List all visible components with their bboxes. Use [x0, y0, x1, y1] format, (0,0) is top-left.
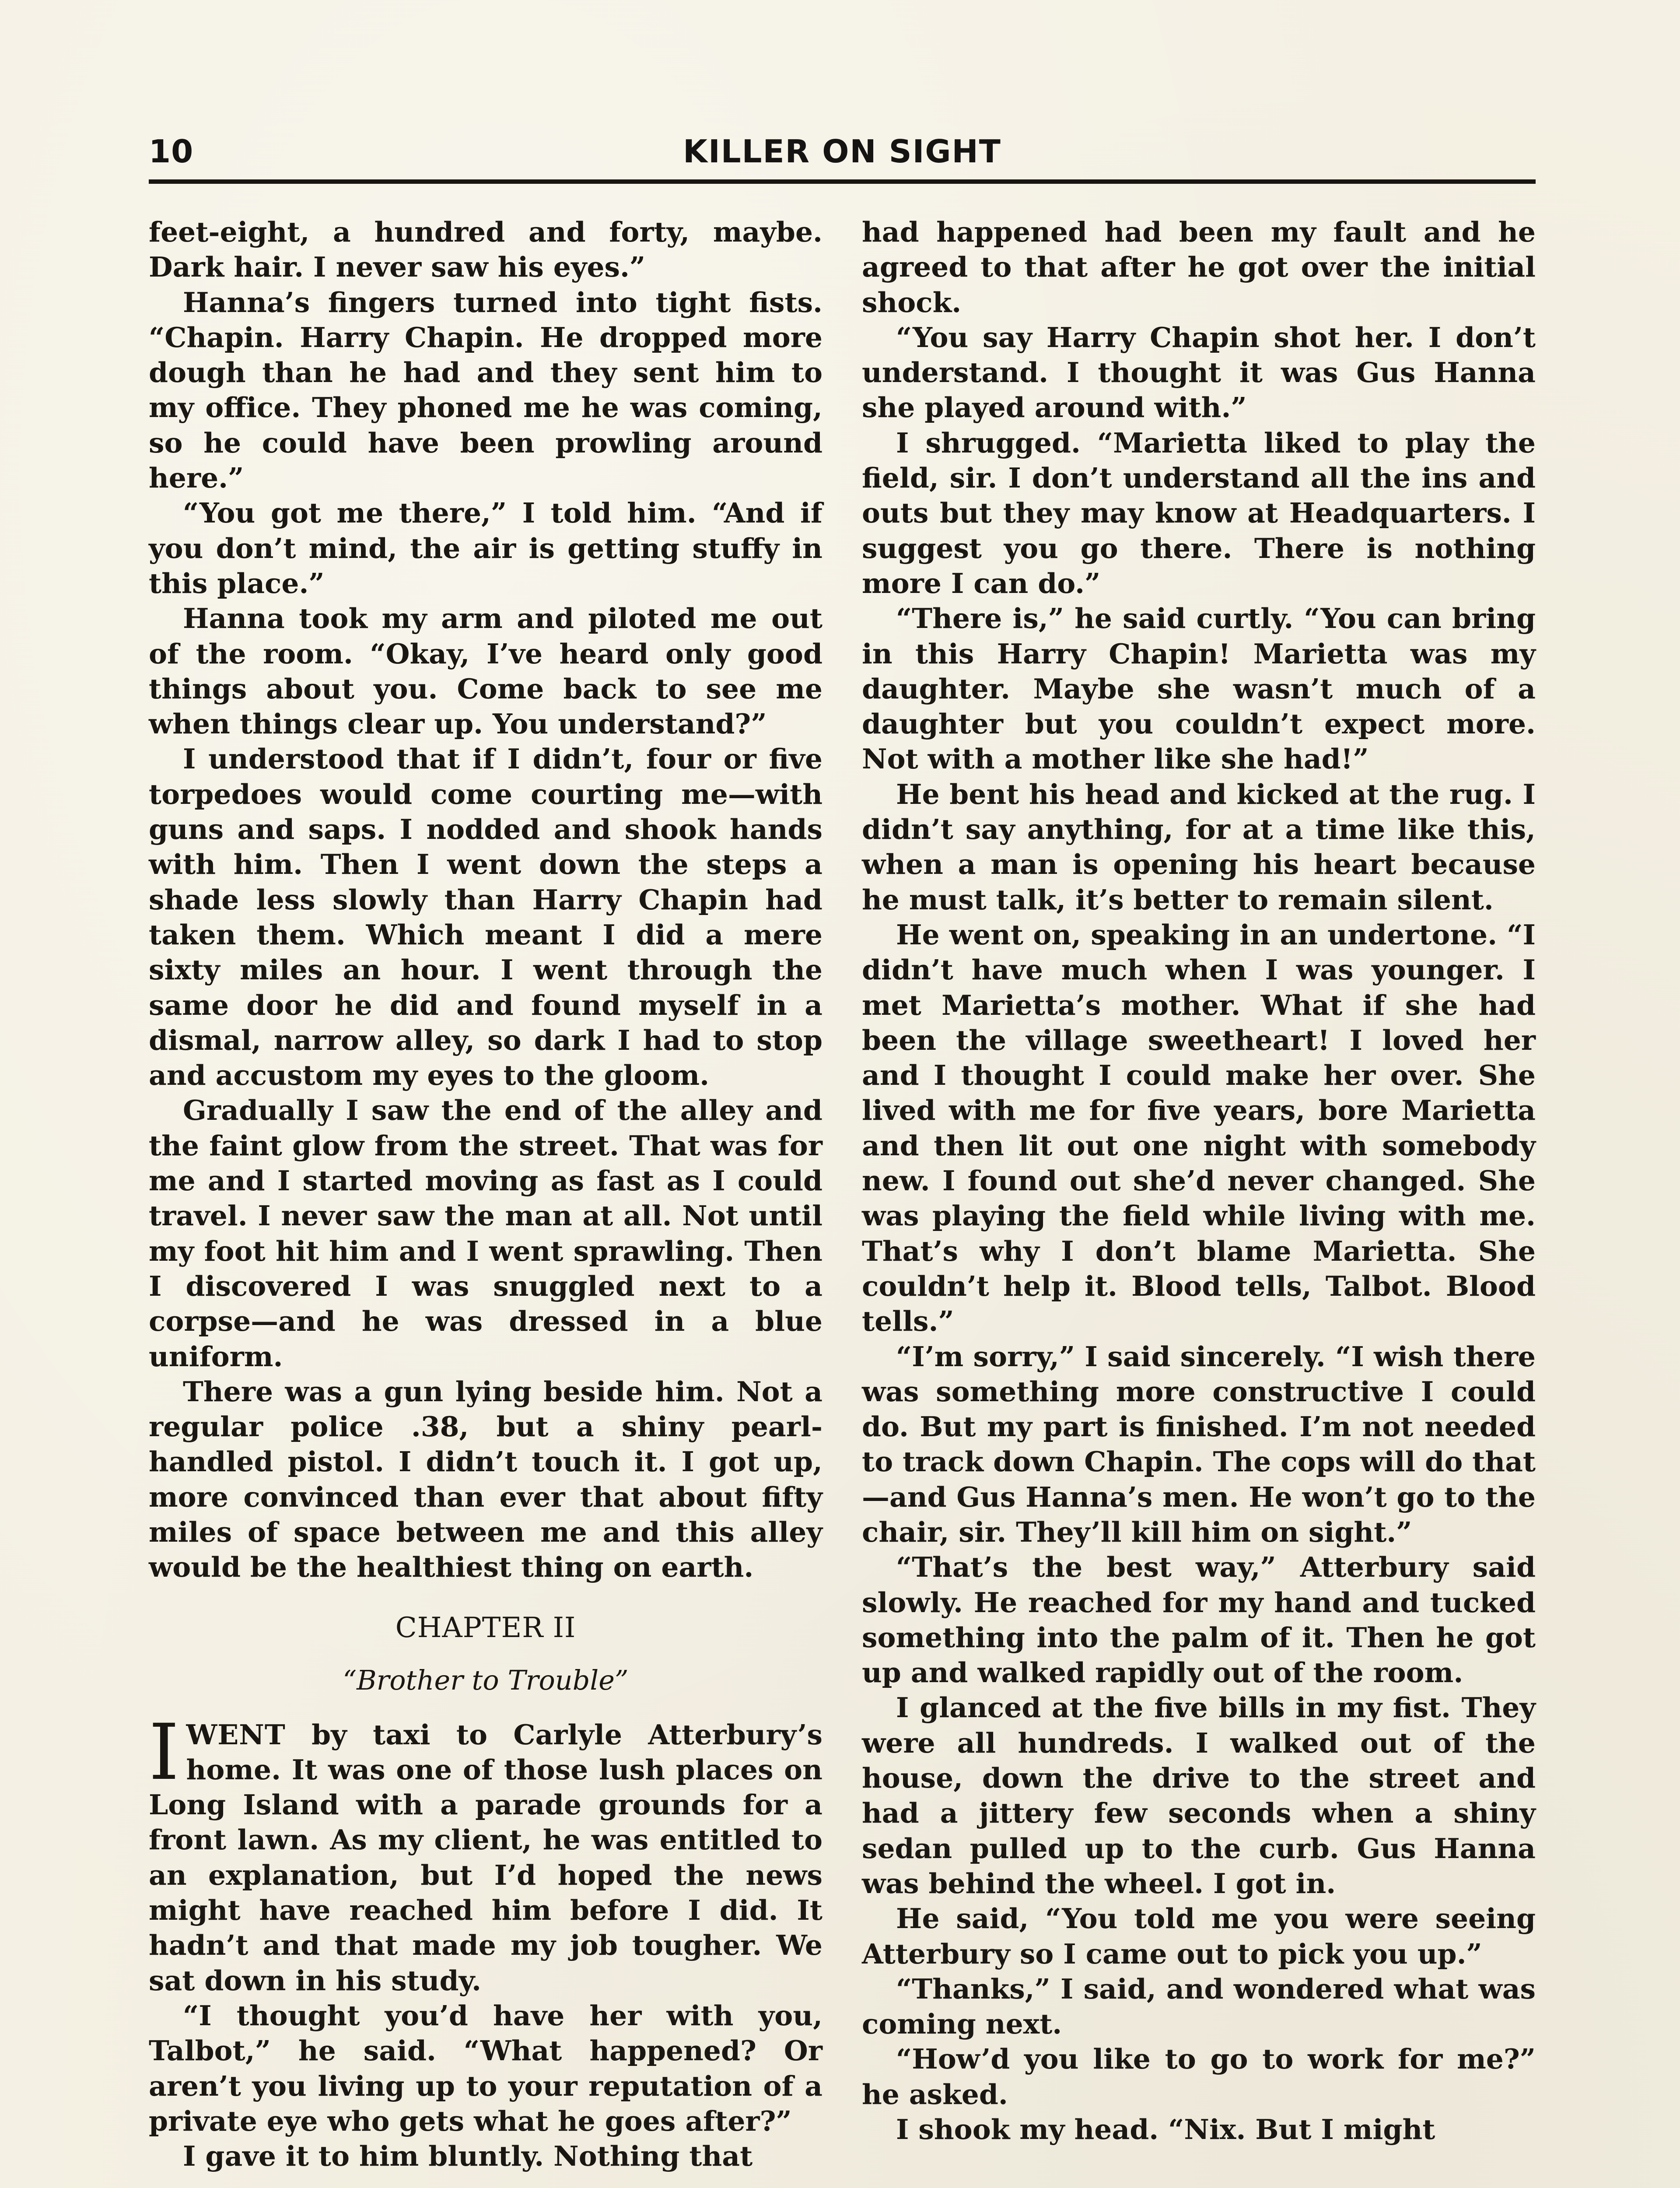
paragraph: There was a gun lying beside him. Not a regular police .38, but a shiny pearl-handled pistol. I didn’t touch it. I got up, more convinced than ever that about fifty miles of space between me and this alley would be the healthiest thing on earth. [149, 1375, 822, 1584]
paragraph: “That’s the best way,” Atterbury said slowly. He reached for my hand and tucked something into the palm of it. Then he got up and walked rapidly out of the room. [862, 1551, 1536, 1689]
paragraph: Gradually I saw the end of the alley and the faint glow from the street. That was for me and I started moving as fast as I could travel. I never saw the man at all. Not until my foot hit him and I went sprawling. Then I discovered I was snuggled next to a corpse—and he was dressed in a blue uniform. [149, 1094, 822, 1373]
paragraph: “There is,” he said curtly. “You can bring in this Harry Chapin! Marietta was my daughter. Maybe she wasn’t much of a daughter but you couldn’t expect more. Not with a mother like she had!” [862, 602, 1536, 775]
paragraph: had happened had been my fault and he agreed to that after he got over the initial shock. [862, 216, 1536, 319]
paragraph: I understood that if I didn’t, four or five torpedoes would come courting me—with guns and saps. I nodded and shook hands with him. Then I went down the steps a shade less slowly than Harry Chapin had taken them. Which meant I did a mere sixty miles an hour. I went through the same door he did and found myself in a dismal, narrow alley, so dark I had to stop and accustom my eyes to the gloom. [149, 743, 822, 1092]
running-header [149, 130, 1536, 179]
chapter-subtitle: “Brother to Trouble” [343, 1664, 629, 1696]
drop-cap: I [149, 1707, 179, 1797]
paragraph: “Thanks,” I said, and wondered what was coming next. [862, 1972, 1536, 2041]
page-number: 10 [149, 133, 194, 170]
paragraph: He bent his head and kicked at the rug. I didn’t say anything, for at a time like this, when a man is opening his heart because he must talk, it’s better to remain silent. [862, 778, 1536, 916]
opening-smallcaps: WENT [186, 1718, 286, 1751]
opening-text: by taxi to Carlyle Atterbury’s home. It was one of those lush places on Long Island with a parade grounds for a front lawn. As my client, he was entitled to an explanation, but I’d hoped the news might have reached him before I did. It hadn’t and that made my job tougher. We sat down in his study. [149, 1718, 822, 1997]
paragraph: “I thought you’d have her with you, Talbot,” he said. “What happened? Or aren’t you living up to your reputation of a private eye who gets what he goes after?” [149, 1999, 822, 2137]
paragraph: I shook my head. “Nix. But I might [896, 2113, 1435, 2146]
right-column [862, 214, 1536, 2147]
paragraph: I gave it to him bluntly. Nothing that [183, 2140, 753, 2173]
paragraph: Hanna’s fingers turned into tight fists. “Chapin. Harry Chapin. He dropped more dough than he had and they sent him to my office. They phoned me he was coming, so he could have been prowling around here.” [149, 286, 822, 494]
paragraph: I shrugged. “Marietta liked to play the field, sir. I don’t understand all the ins and outs but they may know at Headquarters. I suggest you go there. There is nothing more I can do.” [862, 426, 1536, 600]
chapter-opening-paragraph [149, 1707, 822, 1998]
paragraph: “I’m sorry,” I said sincerely. “I wish there was something more constructive I could do. But my part is finished. I’m not needed to track down Chapin. The cops will do that—and Gus Hanna’s men. He won’t go to the chair, sir. They’ll kill him on sight.” [862, 1340, 1536, 1548]
paragraph: He said, “You told me you were seeing Atterbury so I came out to pick you up.” [862, 1902, 1536, 1970]
paragraph: “You say Harry Chapin shot her. I don’t understand. I thought it was Gus Hanna she played around with.” [862, 321, 1536, 424]
paragraph: “How’d you like to go to work for me?” he asked. [862, 2043, 1536, 2111]
paragraph: Hanna took my arm and piloted me out of the room. “Okay, I’ve heard only good things about you. Come back to see me when things clear up. You understand?” [149, 602, 822, 740]
paragraph: He went on, speaking in an undertone. “I didn’t have much when I was younger. I met Marietta’s mother. What if she had been the village sweetheart! I loved her and I thought I could make her over. She lived with me for five years, bore Marietta and then lit out one night with somebody new. I found out she’d never changed. She was playing the field while living with me. That’s why I don’t blame Marietta. She couldn’t help it. Blood tells, Talbot. Blood tells.” [862, 918, 1536, 1338]
left-column [149, 214, 822, 2174]
paragraph: I glanced at the five bills in my fist. They were all hundreds. I walked out of the house, down the drive to the street and had a jittery few seconds when a shiny sedan pulled up to the curb. Gus Hanna was behind the wheel. I got in. [862, 1691, 1536, 1900]
chapter-heading: CHAPTER II [395, 1611, 576, 1644]
paragraph: “You got me there,” I told him. “And if you don’t mind, the air is getting stuffy in this place.” [149, 497, 822, 600]
paragraph: feet-eight, a hundred and forty, maybe. Dark hair. I never saw his eyes.” [149, 216, 822, 284]
running-title: KILLER ON SIGHT [683, 133, 1001, 170]
header-rule [149, 179, 1536, 184]
